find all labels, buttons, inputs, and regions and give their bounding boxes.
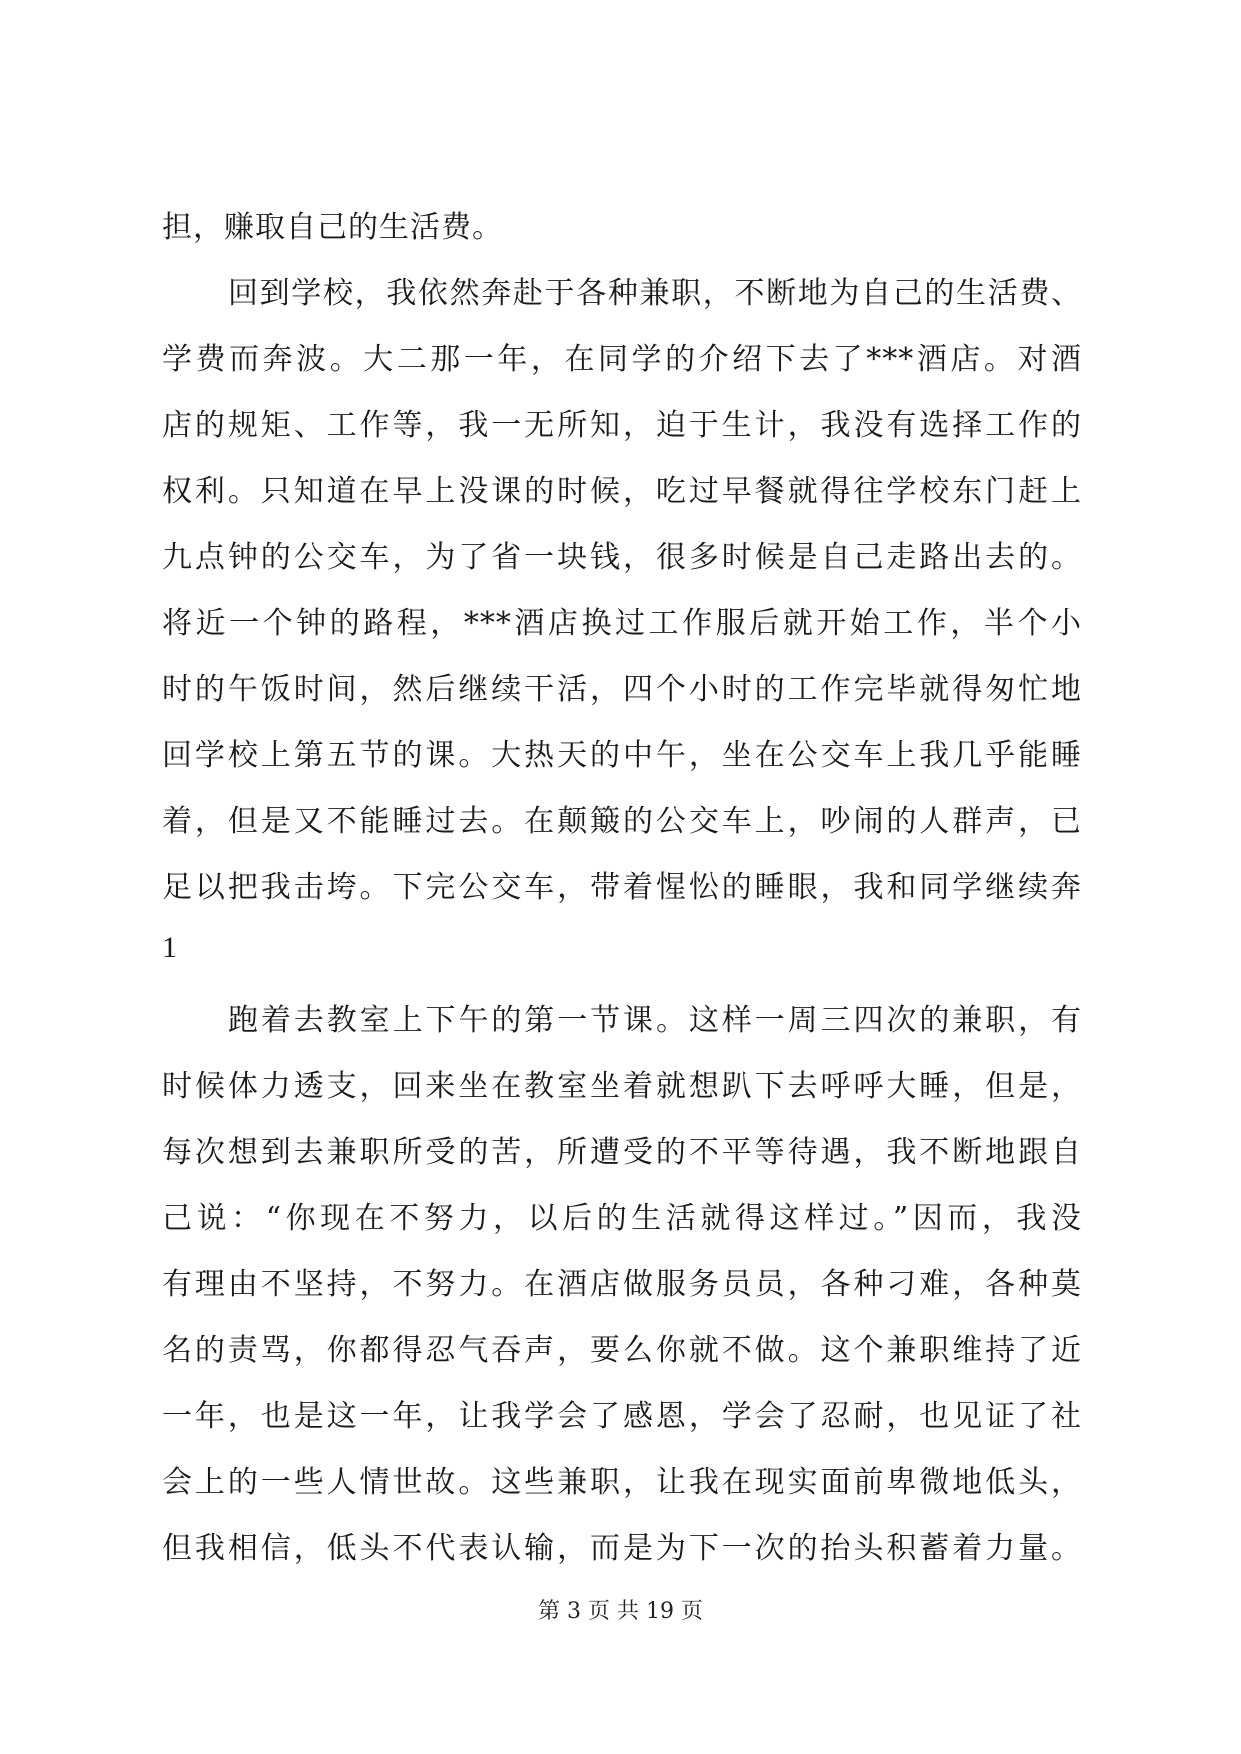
- text-line: 学费而奔波。大二那一年，在同学的介绍下去了***酒店。对酒: [162, 342, 1082, 377]
- text-line: 将近一个钟的路程，***酒店换过工作服后就开始工作，半个小: [162, 606, 1082, 641]
- page-footer: 第 3 页 共 19 页: [538, 1599, 703, 1624]
- text-line: 每次想到去兼职所受的苦，所遭受的不平等待遇，我不断地跟自: [162, 1135, 1082, 1170]
- text-line: 担，赚取自己的生活费。: [162, 210, 503, 245]
- text-line: 回学校上第五节的课。大热天的中午，坐在公交车上我几乎能睡: [162, 738, 1082, 773]
- text-line: 九点钟的公交车，为了省一块钱，很多时候是自己走路出去的。: [162, 540, 1082, 575]
- text-line: 有理由不坚持，不努力。在酒店做服务员员，各种刁难，各种莫: [162, 1267, 1082, 1302]
- text-line: 但我相信，低头不代表认输，而是为下一次的抬头积蓄着力量。: [162, 1531, 1082, 1566]
- text-line: 着，但是又不能睡过去。在颠簸的公交车上，吵闹的人群声，已: [162, 804, 1082, 839]
- text-line: 会上的一些人情世故。这些兼职，让我在现实面前卑微地低头，: [162, 1465, 1082, 1500]
- inline-page-marker: 1: [162, 931, 177, 964]
- text-line: 回到学校，我依然奔赴于各种兼职，不断地为自己的生活费、: [228, 276, 1082, 311]
- text-line: 一年，也是这一年，让我学会了感恩，学会了忍耐，也见证了社: [162, 1399, 1082, 1434]
- text-line: 己说：“你现在不努力，以后的生活就得这样过。”因而，我没: [162, 1201, 1082, 1236]
- text-line: 足以把我击垮。下完公交车，带着惺忪的睡眼，我和同学继续奔: [162, 870, 1082, 905]
- text-line: 时候体力透支，回来坐在教室坐着就想趴下去呼呼大睡，但是，: [162, 1069, 1082, 1104]
- text-line: 店的规矩、工作等，我一无所知，迫于生计，我没有选择工作的: [162, 408, 1082, 443]
- text-line: 时的午饭时间，然后继续干活，四个小时的工作完毕就得匆忙地: [162, 672, 1082, 707]
- text-line: 权利。只知道在早上没课的时候，吃过早餐就得往学校东门赶上: [162, 474, 1082, 509]
- paragraph-block-2: [162, 988, 1082, 1582]
- paragraph-block-1: [162, 195, 1082, 921]
- text-line: 名的责骂，你都得忍气吞声，要么你就不做。这个兼职维持了近: [162, 1333, 1082, 1368]
- text-line: 跑着去教室上下午的第一节课。这样一周三四次的兼职，有: [228, 1003, 1082, 1038]
